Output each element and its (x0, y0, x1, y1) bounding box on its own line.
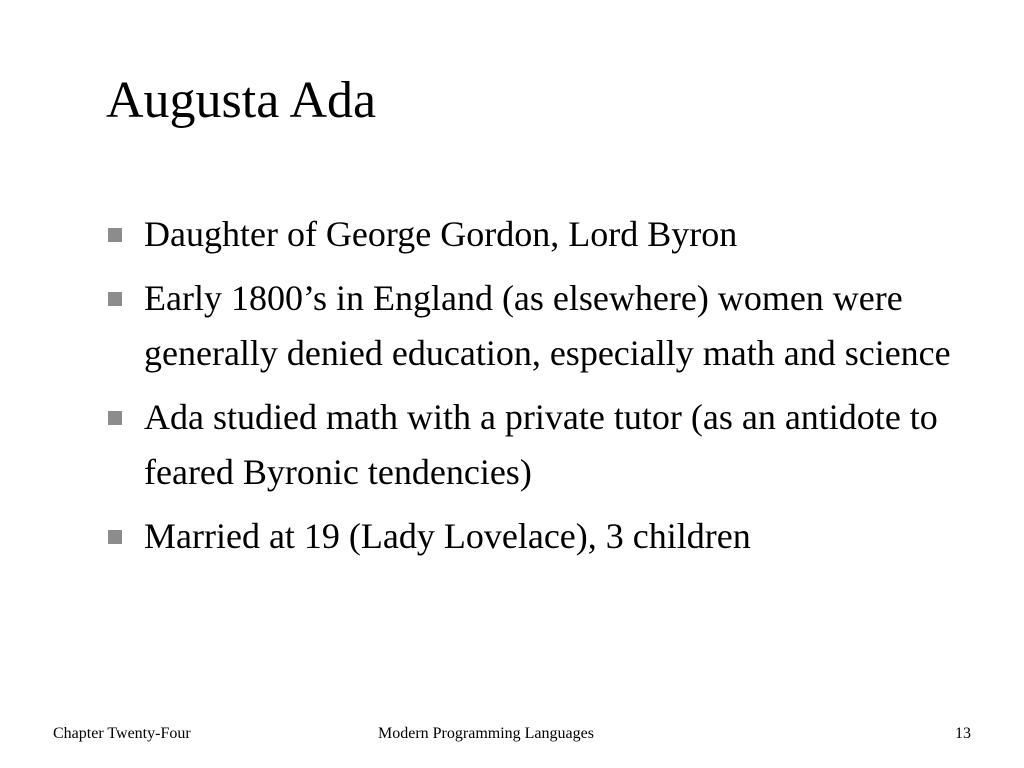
square-bullet-icon (108, 292, 122, 306)
bullet-item-byron (106, 207, 986, 262)
square-bullet-icon (108, 228, 122, 242)
footer-page-number: 13 (955, 725, 971, 742)
bullet-item-married (106, 509, 986, 564)
footer-course-title: Modern Programming Languages (378, 725, 594, 742)
bullet-text: Early 1800’s in England (as elsewhere) women were generally denied education, especially math and science (144, 278, 951, 373)
bullet-item-education (106, 271, 986, 381)
bullet-item-tutor (106, 390, 986, 500)
bullet-text: Married at 19 (Lady Lovelace), 3 children (144, 516, 751, 556)
footer-chapter: Chapter Twenty-Four (53, 725, 191, 742)
square-bullet-icon (108, 530, 122, 544)
square-bullet-icon (108, 411, 122, 425)
slide-title: Augusta Ada (106, 72, 377, 129)
bullet-text: Ada studied math with a private tutor (as an antidote to feared Byronic tendencies) (144, 397, 938, 492)
bullet-text: Daughter of George Gordon, Lord Byron (144, 214, 738, 254)
bullet-list (106, 207, 986, 573)
